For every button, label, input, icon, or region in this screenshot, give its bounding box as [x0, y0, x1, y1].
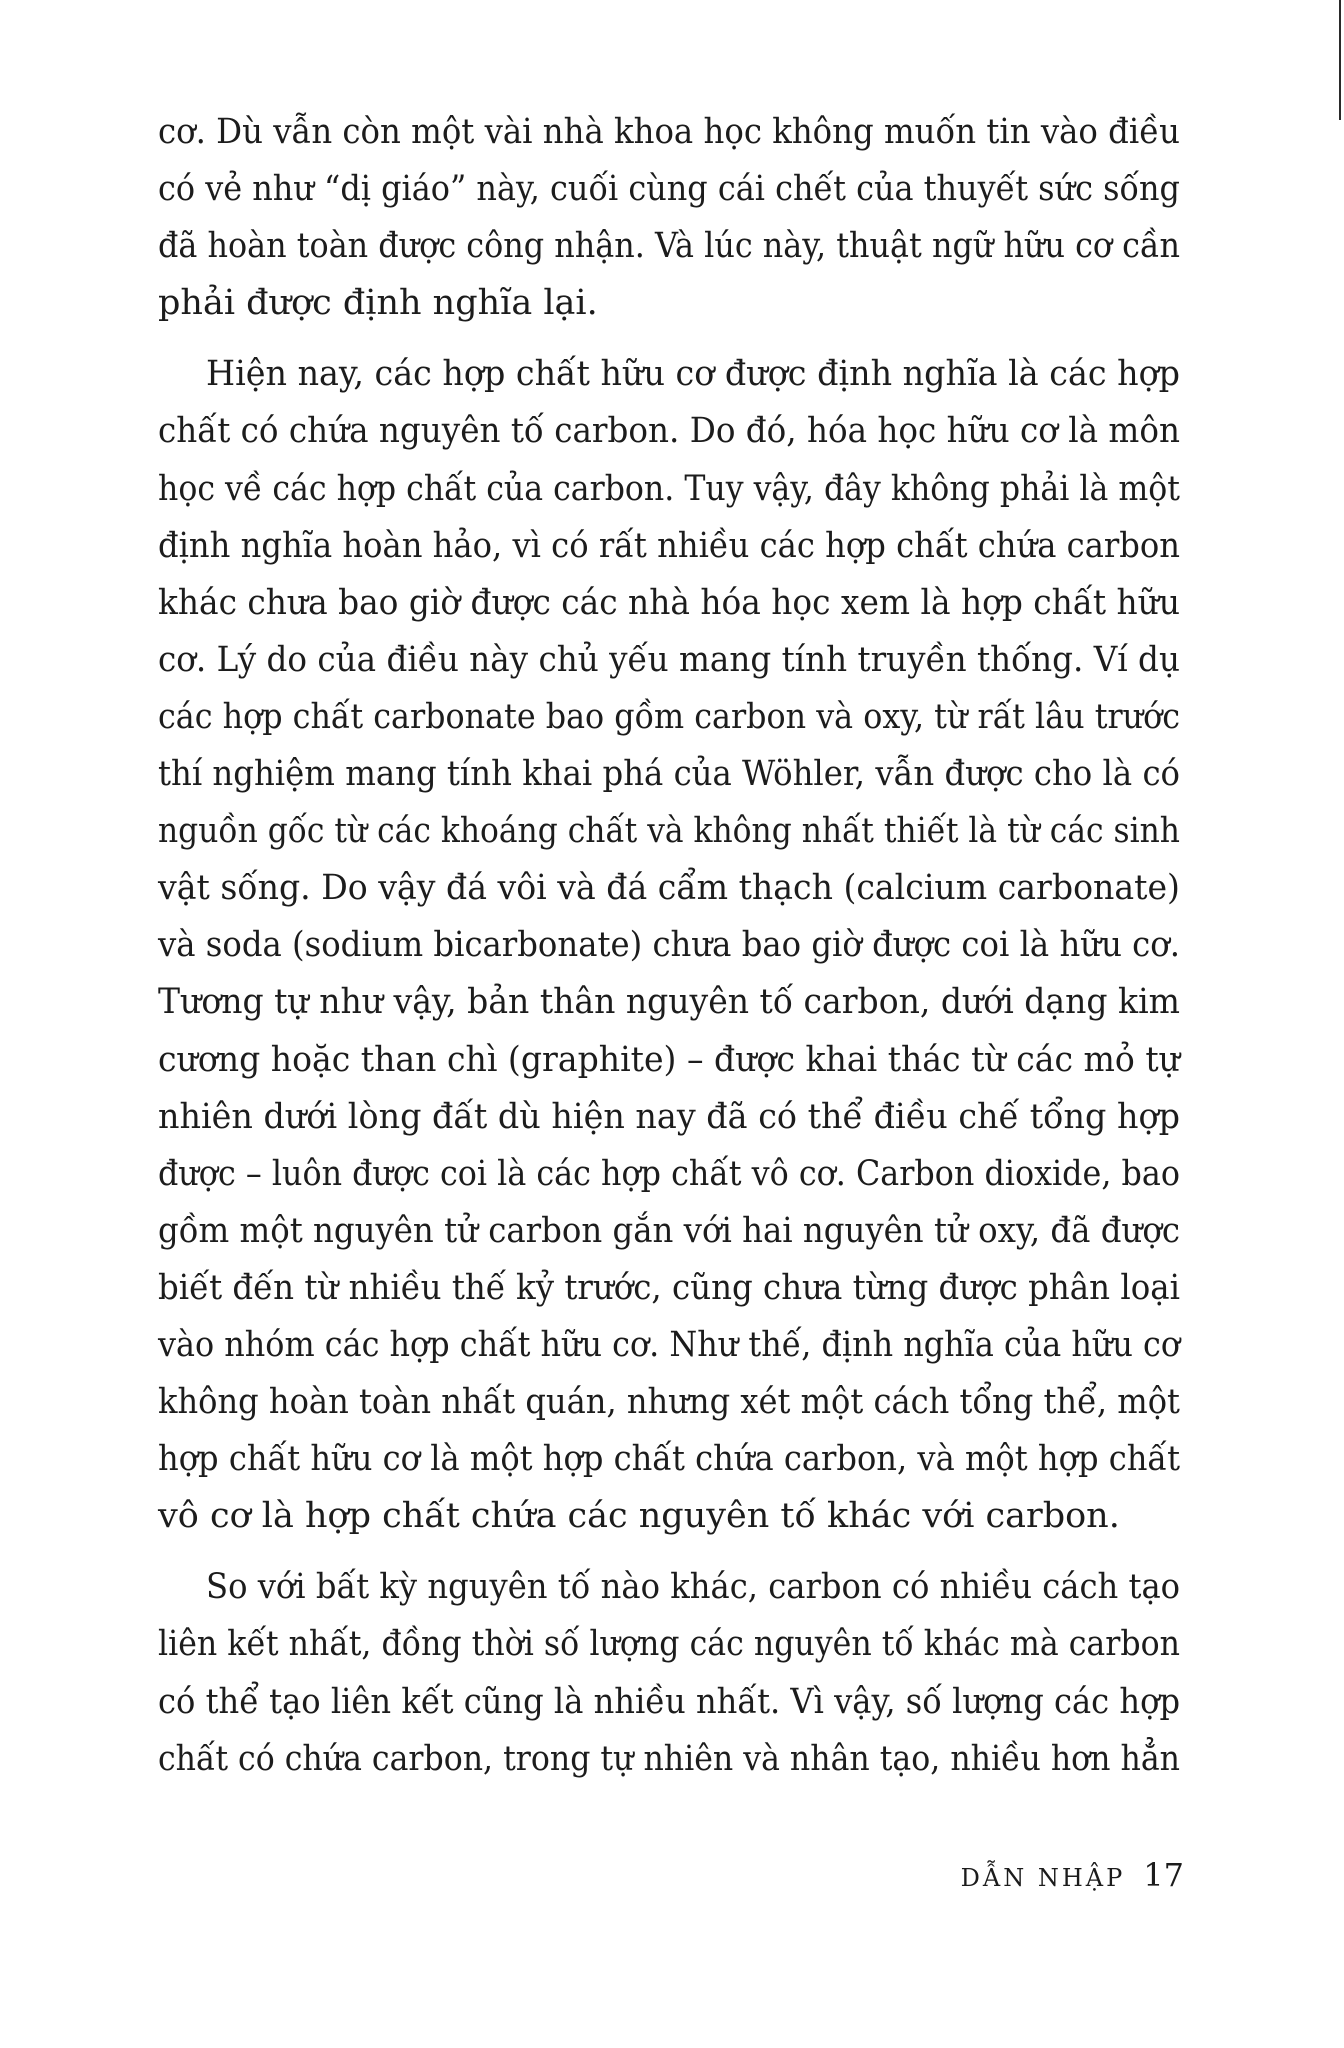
text-line: biết đến từ nhiều thế kỷ trước, cũng chưa từng được phân loại — [158, 1267, 1180, 1308]
text-line: hợp chất hữu cơ là một hợp chất chứa carbon, và một hợp chất — [158, 1439, 1181, 1480]
page-number: 17 — [1143, 1856, 1184, 1894]
text-line: chất có chứa nguyên tố carbon. Do đó, hóa học hữu cơ là môn — [158, 411, 1180, 452]
text-line: định nghĩa hoàn hảo, vì có rất nhiều các hợp chất chứa carbon — [158, 525, 1181, 566]
text-line: cơ. Dù vẫn còn một vài nhà khoa học không muốn tin vào điều — [158, 112, 1180, 152]
text-line: và soda (sodium bicarbonate) chưa bao giờ được coi là hữu cơ. — [158, 925, 1180, 966]
text-line: đã hoàn toàn được công nhận. Và lúc này, thuật ngữ hữu cơ cần — [158, 226, 1181, 267]
text-line: được – luôn được coi là các hợp chất vô cơ. Carbon dioxide, bao — [158, 1153, 1180, 1194]
text-line: So với bất kỳ nguyên tố nào khác, carbon có nhiều cách tạo — [206, 1567, 1181, 1608]
text-line: gồm một nguyên tử carbon gắn với hai nguyên tử oxy, đã được — [158, 1210, 1180, 1251]
text-line: vô cơ là hợp chất chứa các nguyên tố khác với carbon. — [158, 1496, 1120, 1537]
text-line: vật sống. Do vậy đá vôi và đá cẩm thạch (calcium carbonate) — [158, 868, 1180, 909]
text-line: Hiện nay, các hợp chất hữu cơ được định nghĩa là các hợp — [206, 354, 1181, 395]
text-line: cơ. Lý do của điều này chủ yếu mang tính truyền thống. Ví dụ — [158, 639, 1180, 680]
text-line: vào nhóm các hợp chất hữu cơ. Như thế, định nghĩa của hữu cơ — [158, 1324, 1181, 1365]
running-head: DẪN NHẬP — [960, 1864, 1126, 1892]
text-line: có thể tạo liên kết cũng là nhiều nhất. Vì vậy, số lượng các hợp — [158, 1681, 1181, 1722]
text-line: nhiên dưới lòng đất dù hiện nay đã có thể điều chế tổng hợp — [158, 1096, 1180, 1137]
paragraph-spacer — [158, 1545, 1180, 1559]
text-line: các hợp chất carbonate bao gồm carbon và oxy, từ rất lâu trước — [158, 696, 1181, 737]
paragraph-3 — [158, 1559, 1180, 1787]
text-line: cương hoặc than chì (graphite) – được khai thác từ các mỏ tự — [158, 1039, 1180, 1080]
paragraph-1 — [158, 104, 1180, 332]
text-line: khác chưa bao giờ được các nhà hóa học xem là hợp chất hữu — [158, 582, 1180, 623]
paragraph-spacer — [158, 332, 1180, 346]
text-line: Tương tự như vậy, bản thân nguyên tố carbon, dưới dạng kim — [158, 982, 1180, 1023]
page-footer — [961, 1856, 1184, 1894]
text-line: phải được định nghĩa lại. — [158, 283, 598, 324]
page-edge-line — [1339, 0, 1341, 120]
text-line: chất có chứa carbon, trong tự nhiên và nhân tạo, nhiều hơn hẳn — [158, 1738, 1180, 1779]
paragraph-2 — [158, 346, 1180, 1545]
text-line: học về các hợp chất của carbon. Tuy vậy, đây không phải là một — [158, 468, 1180, 509]
text-line: không hoàn toàn nhất quán, nhưng xét một cách tổng thể, một — [158, 1382, 1180, 1423]
text-line: có vẻ như “dị giáo” này, cuối cùng cái chết của thuyết sức sống — [158, 169, 1180, 210]
text-line: liên kết nhất, đồng thời số lượng các nguyên tố khác mà carbon — [158, 1624, 1180, 1665]
text-line: thí nghiệm mang tính khai phá của Wöhler, vẫn được cho là có — [158, 754, 1181, 795]
text-line: nguồn gốc từ các khoáng chất và không nhất thiết là từ các sinh — [158, 811, 1180, 852]
body-text — [158, 104, 1180, 1788]
